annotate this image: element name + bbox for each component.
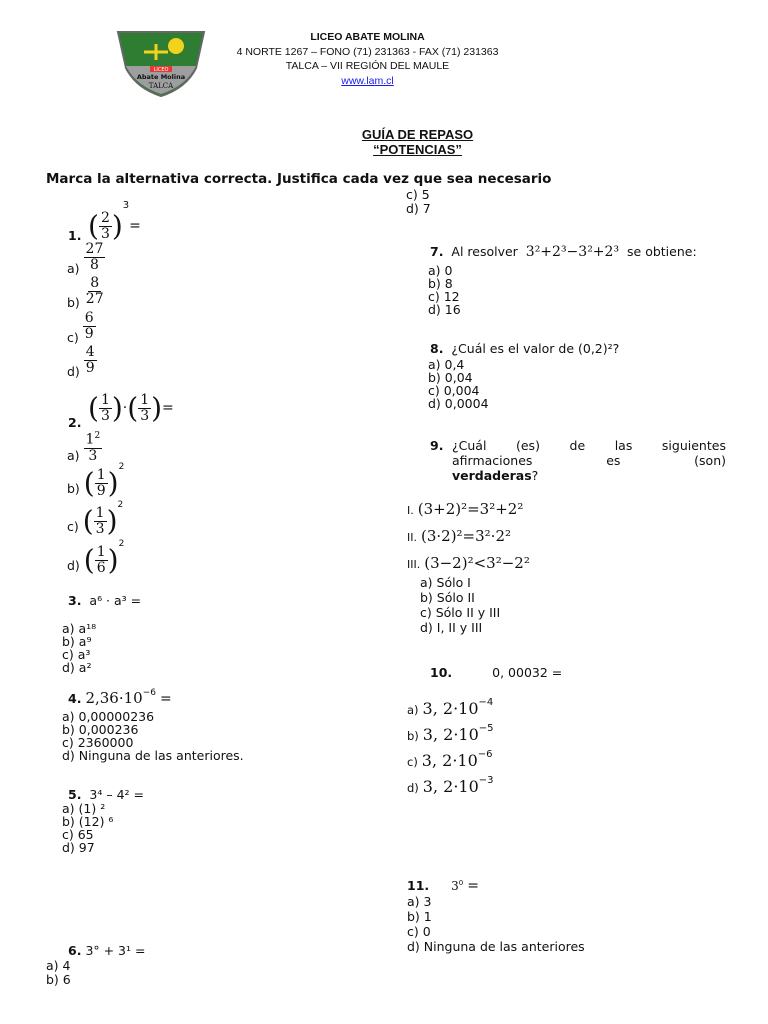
- q11-option-c[interactable]: c) 0: [407, 924, 431, 939]
- question-11: 11. $3^0$ =: [407, 878, 479, 894]
- q8-option-d[interactable]: d) 0,0004: [428, 396, 489, 411]
- q4-option-d[interactable]: d) Ninguna de las anteriores.: [62, 748, 244, 763]
- school-address: 4 NORTE 1267 – FONO (71) 231363 - FAX (71) 231363: [236, 45, 499, 58]
- question-text: 0, 00032 =: [492, 665, 563, 680]
- question-number: 11.: [407, 878, 430, 893]
- q3-option-c[interactable]: c) a³: [62, 647, 91, 662]
- q3-option-a[interactable]: a) a¹⁸: [62, 621, 97, 636]
- question-text: 3⁴ – 4² =: [89, 787, 144, 802]
- q3-option-d[interactable]: d) a²: [62, 660, 92, 675]
- question-3: [68, 593, 141, 608]
- q4-option-b[interactable]: b) 0,000236: [62, 722, 139, 737]
- question-number: 4.: [68, 691, 82, 706]
- q4-option-c[interactable]: c) 2360000: [62, 735, 134, 750]
- q11-option-a[interactable]: a) 3: [407, 894, 432, 909]
- school-city: TALCA – VII REGIÓN DEL MAULE: [285, 60, 450, 72]
- q6-option-c[interactable]: c) 5: [406, 187, 430, 202]
- q5-option-a[interactable]: a) (1) ²: [62, 801, 106, 816]
- q10-option-c[interactable]: c) 3, $2\cdot 10^{-6}$: [407, 749, 493, 770]
- q7-option-c[interactable]: c) 12: [428, 289, 460, 304]
- q9-option-a[interactable]: a) Sólo I: [420, 575, 471, 590]
- q11-option-d[interactable]: d) Ninguna de las anteriores: [407, 939, 585, 954]
- q10-option-a[interactable]: a) 3, $2\cdot 10^{-4}$: [407, 697, 494, 718]
- question-10: [430, 665, 562, 680]
- q5-option-c[interactable]: c) 65: [62, 827, 94, 842]
- question-8: [430, 341, 619, 356]
- question-number: 5.: [68, 787, 82, 802]
- instructions: Marca la alternativa correcta. Justifica cada vez que sea necesario: [46, 171, 552, 187]
- q2-option-d[interactable]: d) ( $\frac{1}{6}$ )$^2$: [67, 539, 125, 577]
- svg-text:LICEO: LICEO: [153, 67, 169, 73]
- q9-statement-3: III. (3−2)²<3²−2²: [407, 554, 530, 572]
- q8-option-b[interactable]: b) 0,04: [428, 370, 473, 385]
- q8-option-c[interactable]: c) 0,004: [428, 383, 480, 398]
- q1-option-a[interactable]: a) $\frac{27}{8}$: [67, 241, 104, 276]
- school-website-link[interactable]: www.lam.cl: [341, 74, 394, 87]
- question-number: 7.: [430, 244, 444, 259]
- q7-option-a[interactable]: a) 0: [428, 263, 453, 278]
- q11-option-b[interactable]: b) 1: [407, 909, 432, 924]
- q6-option-a[interactable]: a) 4: [46, 958, 71, 973]
- question-number: 3.: [68, 593, 82, 608]
- q9-statement-2: II. (3·2)²=3²·2²: [407, 527, 512, 545]
- question-number: 8.: [430, 341, 444, 356]
- q7-option-d[interactable]: d) 16: [428, 302, 461, 317]
- q9-option-c[interactable]: c) Sólo II y III: [420, 605, 501, 620]
- q5-option-d[interactable]: d) 97: [62, 840, 95, 855]
- q1-option-b[interactable]: b) $\frac{8}{27}$: [67, 275, 104, 310]
- q2-option-c[interactable]: c) ( $\frac{1}{3}$ )$^2$: [67, 500, 124, 538]
- page-title: GUÍA DE REPASO: [361, 127, 474, 142]
- svg-text:TALCA: TALCA: [148, 82, 174, 90]
- q9-option-b[interactable]: b) Sólo II: [420, 590, 475, 605]
- q9-statement-1: I. (3+2)²=3²+2²: [407, 500, 524, 518]
- question-5: [68, 787, 144, 802]
- q10-option-b[interactable]: b) 3, $2\cdot 10^{-5}$: [407, 723, 494, 744]
- q1-option-c[interactable]: c) $\frac{6}{9}$: [67, 310, 94, 345]
- question-text: a⁶ · a³ =: [89, 593, 142, 608]
- school-logo: [116, 26, 206, 98]
- q10-option-d[interactable]: d) 3, $2\cdot 10^{-3}$: [407, 775, 494, 796]
- q8-option-a[interactable]: a) 0,4: [428, 357, 465, 372]
- question-text: ¿Cuál es el valor de (0,2)²?: [451, 341, 620, 356]
- question-number: 9.: [430, 438, 444, 453]
- q6-option-d[interactable]: d) 7: [406, 201, 431, 216]
- q4-option-a[interactable]: a) 0,00000236: [62, 709, 155, 724]
- question-number: 6.: [68, 943, 82, 958]
- q2-option-b[interactable]: b) ( $\frac{1}{9}$ )$^2$: [67, 462, 125, 500]
- question-number: 1.: [68, 228, 82, 243]
- svg-text:Abate Molina: Abate Molina: [136, 73, 186, 81]
- q9-option-d[interactable]: d) I, II y III: [420, 620, 483, 635]
- q5-option-b[interactable]: b) (12) ⁶: [62, 814, 114, 829]
- question-4: 4. $2,36\cdot 10^{-6}$ =: [68, 688, 172, 707]
- q6-option-b[interactable]: b) 6: [46, 972, 71, 987]
- q3-option-b[interactable]: b) a⁹: [62, 634, 92, 649]
- question-number: 2.: [68, 415, 82, 430]
- school-name: LICEO ABATE MOLINA: [310, 31, 425, 43]
- question-text: 3° + 3¹ =: [85, 943, 146, 958]
- q7-option-b[interactable]: b) 8: [428, 276, 453, 291]
- q2-option-a[interactable]: a) $\frac{1^2}{3}$: [67, 431, 101, 464]
- question-7: 7. Al resolver 3²+2³−3²+2³ se obtiene:: [430, 244, 697, 260]
- q1-option-d[interactable]: d) $\frac{4}{9}$: [67, 344, 95, 379]
- page-subtitle: “POTENCIAS”: [373, 142, 462, 157]
- question-number: 10.: [430, 665, 453, 680]
- question-6: [68, 943, 145, 958]
- q7-expression: 3²+2³−3²+2³: [525, 244, 620, 260]
